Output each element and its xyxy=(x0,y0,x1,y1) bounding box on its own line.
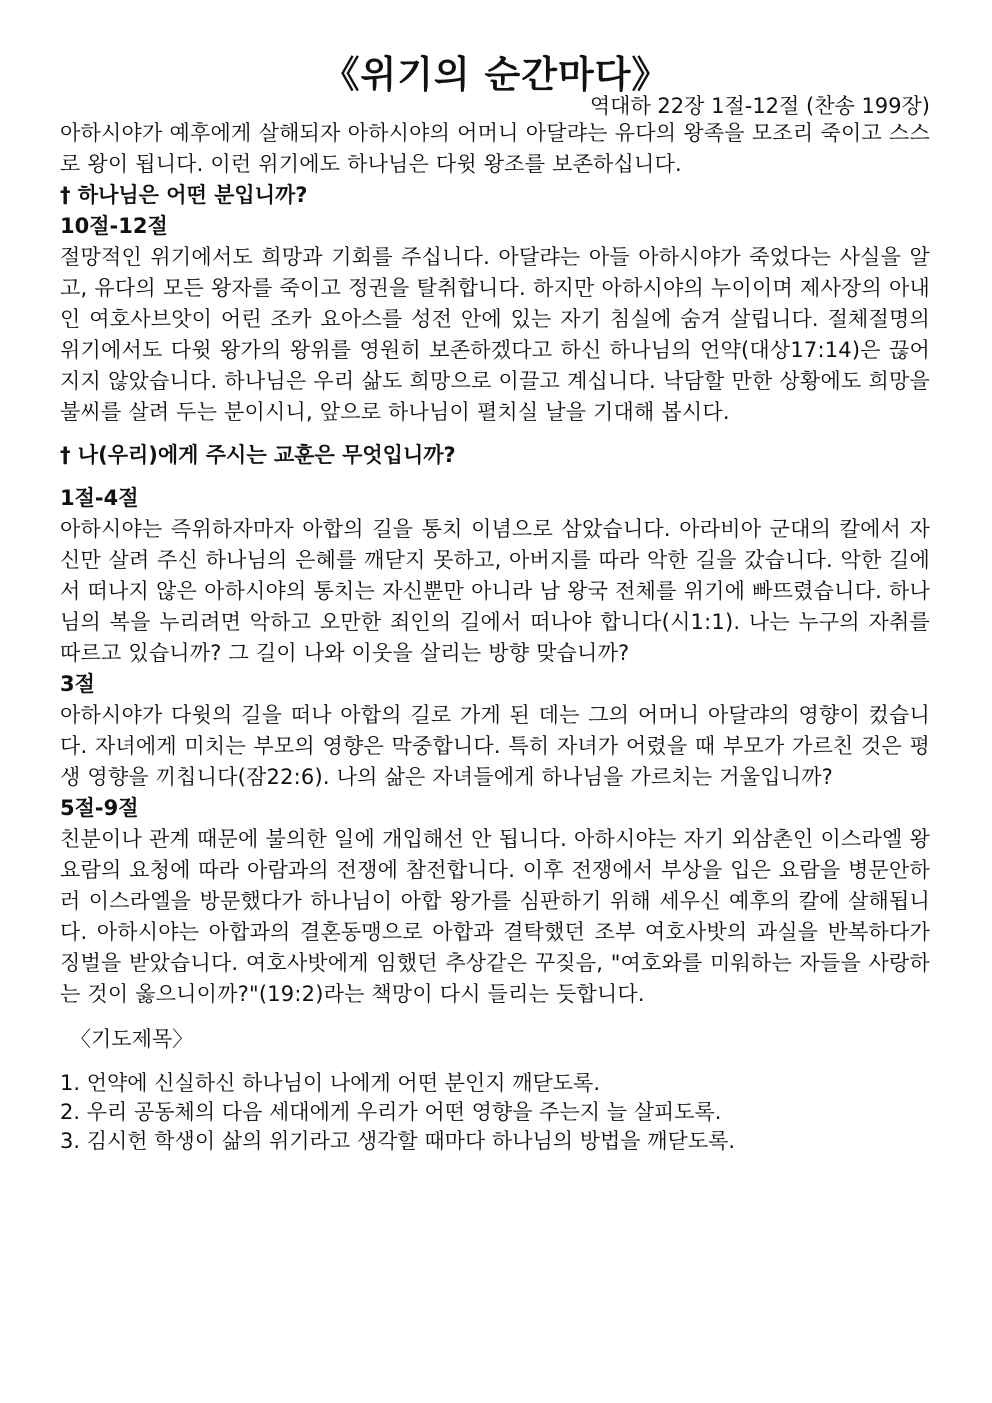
prayer-list xyxy=(60,1069,930,1156)
prayer-item: 3. 김시헌 학생이 삶의 위기라고 생각할 때마다 하나님의 방법을 깨닫도록. xyxy=(60,1129,736,1153)
verse-label: 10절-12절 xyxy=(60,214,168,238)
scripture-reference: 역대하 22장 1절-12절 (찬송 199장) xyxy=(589,94,930,118)
section-paragraph: 절망적인 위기에서도 희망과 기회를 주십니다. 아달랴는 아들 아하시야가 죽었다는 사실을 알고, 유다의 모든 왕자를 죽이고 정권을 탈취합니다. 하지만 아하시야의 누이이며 제사장의 아내인 여호사브앗이 어린 조카 요아스를 성전 안에 있는 자기 침실에 숨겨 살립니다. 절체절명의 위기에서도 다윗 왕가의 왕위를 영원히 보존하겠다고 하신 하나님의 언약(대상17:14)은 끊어지지 않았습니다. 하나님은 우리 삶도 희망으로 이끌고 계십니다. 낙담할 만한 상황에도 희망을 불씨를 살려 두는 분이시니, 앞으로 하나님이 펼치실 날을 기대해 봅시다. xyxy=(60,245,930,424)
spacer xyxy=(60,1055,930,1069)
verse-label: 1절-4절 xyxy=(60,486,139,510)
spacer xyxy=(60,428,930,440)
verse-label: 5절-9절 xyxy=(60,796,139,820)
section-paragraph: 친분이나 관계 때문에 불의한 일에 개입해선 안 됩니다. 아하시야는 자기 외삼촌인 이스라엘 왕 요람의 요청에 따라 아람과의 전쟁에 참전합니다. 이후 전쟁에서 부상을 입은 요람을 병문안하러 이스라엘을 방문했다가 하나님이 아합 왕가를 심판하기 위해 세우신 예후의 칼에 살해됩니다. 아하시야는 아합과의 결혼동맹으로 아합과 결탁했던 조부 여호사밧의 과실을 반복하다가 징벌을 받았습니다. 여호사밧에게 임했던 추상같은 꾸짖음, "여호와를 미워하는 자들을 사랑하는 것이 옳으니이까?"(19:2)라는 책망이 다시 들리는 듯합니다. xyxy=(60,827,930,1006)
verse-label: 3절 xyxy=(60,672,95,696)
page-title: 《위기의 순간마다》 xyxy=(322,53,670,96)
document-body xyxy=(60,118,930,1156)
section-heading-lesson: † 나(우리)에게 주시는 교훈은 무엇입니까? xyxy=(60,443,456,467)
prayer-heading: 〈기도제목〉 xyxy=(70,1027,194,1051)
prayer-item: 2. 우리 공동체의 다음 세대에게 우리가 어떤 영향을 주는지 늘 살피도록. xyxy=(60,1100,722,1124)
section-paragraph: 아하시야는 즉위하자마자 아합의 길을 통치 이념으로 삼았습니다. 아라비아 군대의 칼에서 자신만 살려 주신 하나님의 은혜를 깨닫지 못하고, 아버지를 따라 악한 길을 갔습니다. 악한 길에서 떠나지 않은 아하시야의 통치는 자신뿐만 아니라 남 왕국 전체를 위기에 빠뜨렸습니다. 하나님의 복을 누리려면 악하고 오만한 죄인의 길에서 떠나야 합니다(시1:1). 나는 누구의 자취를 따르고 있습니까? 그 길이 나와 이웃을 살리는 방향 맞습니까? xyxy=(60,517,930,665)
intro-paragraph: 아하시야가 예후에게 살해되자 아하시야의 어머니 아달랴는 유다의 왕족을 모조리 죽이고 스스로 왕이 됩니다. 이런 위기에도 하나님은 다윗 왕조를 보존하십니다. xyxy=(60,121,930,176)
section-paragraph: 아하시야가 다윗의 길을 떠나 아합의 길로 가게 된 데는 그의 어머니 아달랴의 영향이 컸습니다. 자녀에게 미치는 부모의 영향은 막중합니다. 특히 자녀가 어렸을 때 부모가 가르친 것은 평생 영향을 끼칩니다(잠22:6). 나의 삶은 자녀들에게 하나님을 가르치는 거울입니까? xyxy=(60,703,930,789)
spacer xyxy=(60,471,930,483)
section-heading-who-is-god: † 하나님은 어떤 분입니까? xyxy=(60,183,308,207)
spacer xyxy=(60,1010,930,1024)
prayer-item: 1. 언약에 신실하신 하나님이 나에게 어떤 분인지 깨닫도록. xyxy=(60,1071,601,1095)
